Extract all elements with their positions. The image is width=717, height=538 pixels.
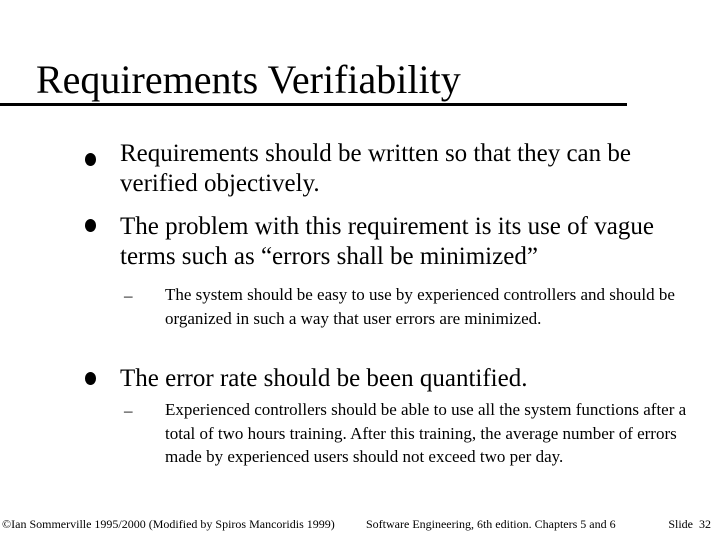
bullet-item: The error rate should be been quantified. [120,365,528,392]
bullet-marker [85,372,96,385]
bullet-marker [85,219,96,232]
subbullet-dash: – [124,286,133,305]
footer-slide-number: Slide 32 [668,517,711,531]
bullet-item: The problem with this requirement is its use of vague terms such as “errors shall be minimized” [120,213,654,270]
footer-copyright: ©Ian Sommerville 1995/2000 (Modified by Spiros Mancoridis 1999) [2,517,335,531]
subbullet-dash: – [124,401,133,420]
bullet-item: Requirements should be written so that they can be verified objectively. [120,140,631,197]
bullet-marker [85,153,96,166]
footer-course: Software Engineering, 6th edition. Chapters 5 and 6 [366,517,616,531]
subbullet-item: Experienced controllers should be able to use all the system functions after a total of two hours training. After this training, the average number of errors made by experienced users should not exceed two per day. [165,400,687,466]
title-underline [0,103,627,106]
subbullet-item: The system should be easy to use by experienced controllers and should be organized in such a way that user errors are minimized. [165,285,675,328]
slide-title: Requirements Verifiability [36,57,461,102]
